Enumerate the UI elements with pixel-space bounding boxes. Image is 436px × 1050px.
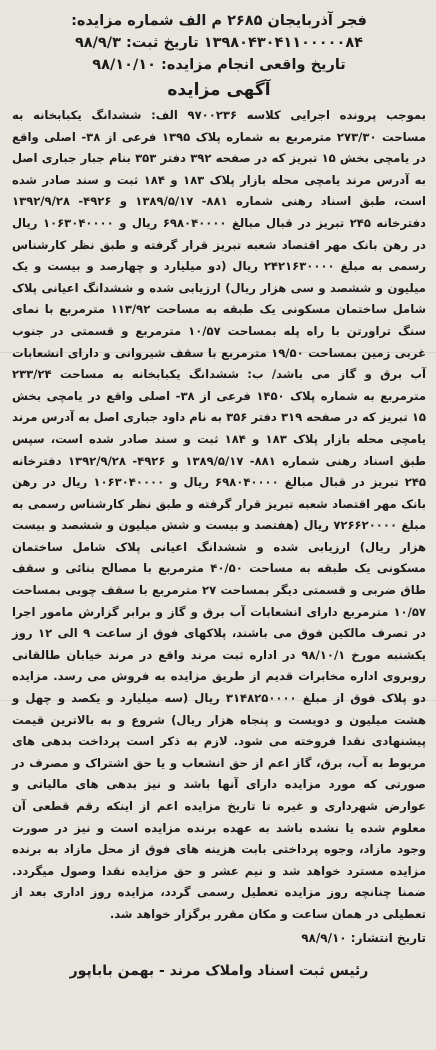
signature-line: رئیس ثبت اسناد واملاک مرند - بهمن باباپور — [69, 962, 369, 979]
header-line-1: فجر آذربایجان ۲۶۸۵ م الف شماره مزایده: — [71, 13, 367, 29]
notice-header — [12, 10, 426, 76]
header-line-3: تاریخ واقعی انجام مزایده: ۹۸/۱۰/۱۰ — [92, 57, 346, 73]
notice-body: بموجب پرونده اجرایی کلاسه ۹۷۰۰۲۳۶ الف: ششدانگ یکبابخانه به مساحت ۲۷۳/۳۰ مترمربع به شماره پلاک ۱۳۹۵ فرعی از ۳۸- اصلی واقع در یامچی بخش ۱۵ تبریز که در صفحه ۳۹۲ دفتر ۳۵۳ بنام جبار جباری اصل به آدرس مرند یامچی محله بازار پلاک ۱۸۳ و ۱۸۴ ثبت و سند صادر شده است، طبق اسناد رهنی شماره ۸۸۱- ۱۳۸۹/۵/۱۷ و ۴۹۲۶- ۱۳۹۲/۹/۲۸ دفترخانه ۲۴۵ تبریز در قبال مبالغ ۶۹۸۰۴۰۰۰۰ ریال و ۱۰۶۳۰۴۰۰۰۰ ریال در رهن بانک مهر اقتصاد شعبه تبریز قرار گرفته و طبق نظر کارشناس رسمی به مبلغ ۲۴۲۱۶۳۰۰۰۰ ریال (دو میلیارد و چهارصد و بیست و یک میلیون و ششصد و سی هزار ریال) ارزیابی شده و ششدانگ اعیانی پلاک شامل ساختمان مسکونی یک طبقه به مساحت ۱۱۳/۹۲ مترمربع با نمای سنگ تراورتن با راه پله بمساحت ۱۰/۵۷ مترمربع و قسمتی در جنوب غربی زمین بمساحت ۱۹/۵۰ مترمربع با سقف شیروانی و دارای انشعابات آب برق و گاز می باشد/ ب: ششدانگ یکبابخانه به مساحت ۲۳۳/۲۴ مترمربع به شماره پلاک ۱۴۵۰ فرعی از ۳۸- اصلی واقع در یامچی بخش ۱۵ تبریز که در صفحه ۳۱۹ دفتر ۳۵۶ به نام داود جباری اصل به آدرس مرند یامچی محله بازار پلاک ۱۸۳ و ۱۸۴ ثبت و سند صادر شده است، سپس طبق اسناد رهنی شماره ۸۸۱- ۱۳۸۹/۵/۱۷ و ۴۹۲۶- ۱۳۹۲/۹/۲۸ دفترخانه ۲۴۵ تبریز در قبال مبالغ ۶۹۸۰۴۰۰۰۰ ریال و ۱۰۶۳۰۴۰۰۰۰ ریال در رهن بانک مهر اقتصاد شعبه تبریز قرار گرفته و طبق نظر کارشناس رسمی به مبلغ ۷۲۶۶۲۰۰۰۰ ریال (هفتصد و بیست و شش میلیون و ششصد و بیست هزار ریال) ارزیابی شده و ششدانگ اعیانی پلاک شامل ساختمان مسکونی یک طبقه به مساحت ۴۰/۵۰ مترمربع با مصالح بنائی و سقف طاق ضربی و قسمتی دیگر بمساحت ۲۷ مترمربع با سقف چوبی بمساحت ۱۰/۵۷ مترمربع دارای انشعابات آب برق و گاز و برابر گزارش مامور اجرا در تصرف مالکین فوق می باشند، پلاکهای فوق از ساعت ۹ الی ۱۲ روز یکشنبه مورخ ۹۸/۱۰/۱ در اداره ثبت مرند واقع در مرند خیابان طالقانی روبروی اداره مخابرات قدیم از طریق مزایده به فروش می رسد. مزایده دو پلاک فوق از مبلغ ۳۱۴۸۲۵۰۰۰۰ ریال (سه میلیارد و یکصد و چهل و هشت میلیون و دویست و پنجاه هزار ریال) شروع و به بالاترین قیمت پیشنهادی نقدا فروخته می شود. لازم به ذکر است پرداخت بدهی های مربوط به آب، برق، گاز اعم از حق انشعاب و یا حق اشتراک و مصرف در صورتی که مورد مزایده دارای آنها باشد و نیز بدهی های مالیاتی و عوارض شهرداری و غیره تا تاریخ مزایده اعم از اینکه رقم قطعی آن معلوم شده یا نشده باشد به عهده برنده مزایده است و نیز در صورت وجود مازاد، وجوه پرداختی بابت هزینه های فوق از محل مازاد به برنده مزایده مسترد خواهد شد و نیم عشر و حق مزایده نقدا وصول میگردد. ضمنا چنانچه روز مزایده تعطیل رسمی گردد، مزایده روز اداری بعد از تعطیلی در همان ساعت و مکان مقرر برگزار خواهد شد. — [12, 108, 427, 921]
paper-fold-line — [0, 352, 436, 353]
publish-date: تاریخ انتشار: ۹۸/۹/۱۰ — [301, 930, 426, 945]
header-line-2: ۱۳۹۸۰۴۳۰۴۱۱۰۰۰۰۰۸۴ تاریخ ثبت: ۹۸/۹/۳ — [74, 35, 364, 51]
paper-fold-line — [0, 700, 436, 701]
notice-title: آگهی مزایده — [167, 80, 271, 100]
